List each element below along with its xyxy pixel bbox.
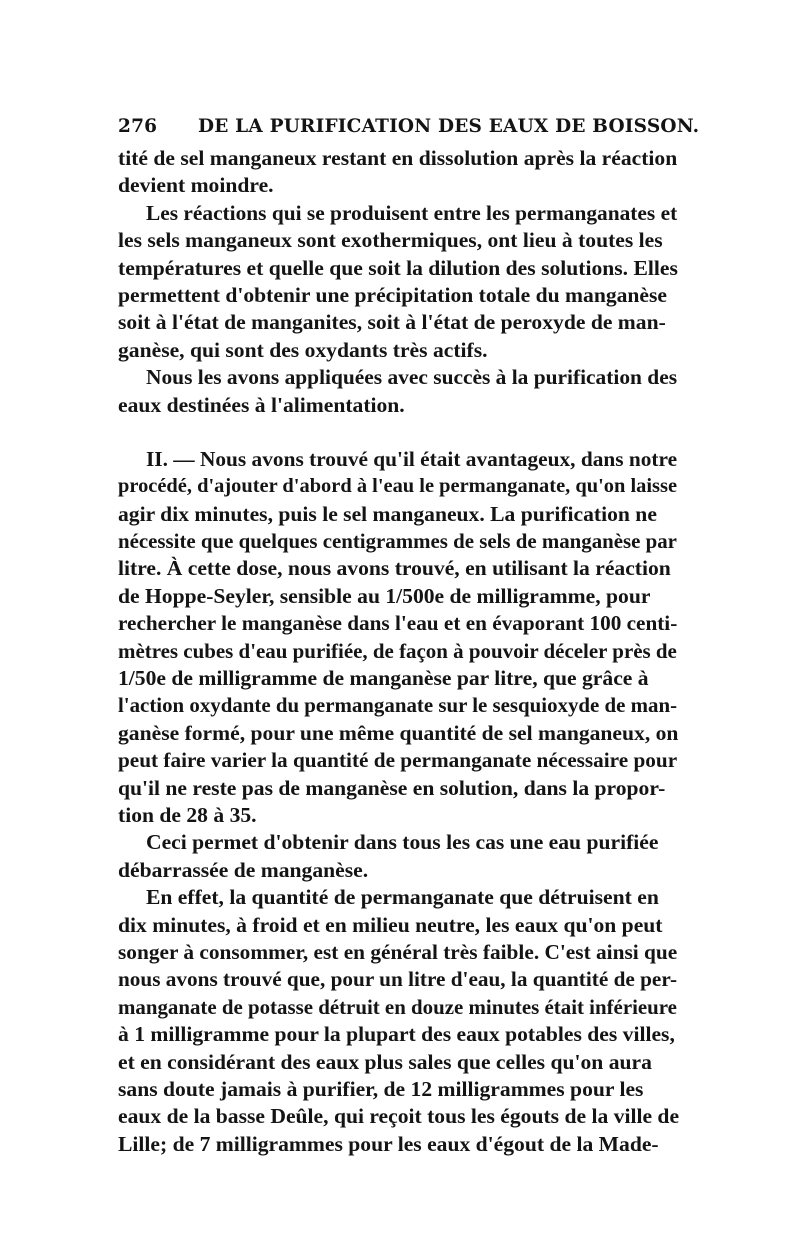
running-title: DE LA PURIFICATION DES EAUX DE BOISSON. <box>198 116 700 137</box>
text-line: Ceci permet d'obtenir dans tous les cas une eau purifiée <box>146 830 659 855</box>
text-line: de Hoppe-Seyler, sensible au 1/500e de milligramme, pour <box>118 583 651 608</box>
text-line: songer à consommer, est en général très faible. C'est ainsi que <box>118 939 678 964</box>
text-line: Lille; de 7 milligrammes pour les eaux d'égout de la Made- <box>118 1131 659 1156</box>
text-line: tité de sel manganeux restant en dissolution après la réaction <box>118 146 678 170</box>
text-line: qu'il ne reste pas de manganèse en solution, dans la propor- <box>118 775 666 800</box>
text-line: peut faire varier la quantité de permanganate nécessaire pour <box>118 748 678 773</box>
text-line: II. — Nous avons trouvé qu'il était avantageux, dans notre <box>146 446 678 471</box>
text-line: tion de 28 à 35. <box>118 802 257 827</box>
text-line: rechercher le manganèse dans l'eau et en évaporant 100 centi- <box>118 611 678 636</box>
text-line: permettent d'obtenir une précipitation totale du manganèse <box>118 282 668 307</box>
text-line: mètres cubes d'eau purifiée, de façon à pouvoir déceler près de <box>118 638 677 663</box>
text-line: 1/50e de milligramme de manganèse par litre, que grâce à <box>118 666 649 691</box>
text-line: débarrassée de manganèse. <box>118 857 369 882</box>
text-line: nous avons trouvé que, pour un litre d'eau, la quantité de per- <box>118 967 678 992</box>
body-text <box>118 145 680 1158</box>
text-line: l'action oxydante du permanganate sur le sesquioxyde de man- <box>118 693 678 718</box>
text-line: ganèse, qui sont des oxydants très actifs. <box>118 337 488 362</box>
text-line: et en considérant des eaux plus sales que celles qu'on aura <box>118 1049 652 1074</box>
text-line: soit à l'état de manganites, soit à l'état de peroxyde de man- <box>118 310 666 335</box>
page-number: 276 <box>118 116 158 137</box>
text-line: manganate de potasse détruit en douze minutes était inférieure <box>118 994 677 1019</box>
text-line: Nous les avons appliquées avec succès à la purification des <box>146 365 678 390</box>
text-line: sans doute jamais à purifier, de 12 milligrammes pour les <box>118 1076 644 1101</box>
text-line: Les réactions qui se produisent entre les permanganates et <box>146 200 678 225</box>
text-line: procédé, d'ajouter d'abord à l'eau le permanganate, qu'on laisse <box>118 475 678 498</box>
text-line: devient moindre. <box>118 173 274 198</box>
text-line: eaux destinées à l'alimentation. <box>118 392 405 417</box>
text-line: En effet, la quantité de permanganate que détruisent en <box>146 885 659 910</box>
section-gap <box>118 419 680 446</box>
text-line: agir dix minutes, puis le sel manganeux. La purification ne <box>118 501 657 526</box>
text-line: les sels manganeux sont exothermiques, ont lieu à toutes les <box>118 228 663 253</box>
text-line: nécessite que quelques centigrammes de sels de manganèse par <box>118 529 677 554</box>
text-line: températures et quelle que soit la dilution des solutions. Elles <box>118 255 678 280</box>
running-header <box>118 116 700 137</box>
text-line: litre. À cette dose, nous avons trouvé, en utilisant la réaction <box>118 556 671 581</box>
text-line: ganèse formé, pour une même quantité de sel manganeux, on <box>118 720 679 745</box>
text-line: à 1 milligramme pour la plupart des eaux potables des villes, <box>118 1022 675 1047</box>
text-line: dix minutes, à froid et en milieu neutre, les eaux qu'on peut <box>118 912 663 937</box>
text-line: eaux de la basse Deûle, qui reçoit tous les égouts de la ville de <box>118 1104 680 1129</box>
